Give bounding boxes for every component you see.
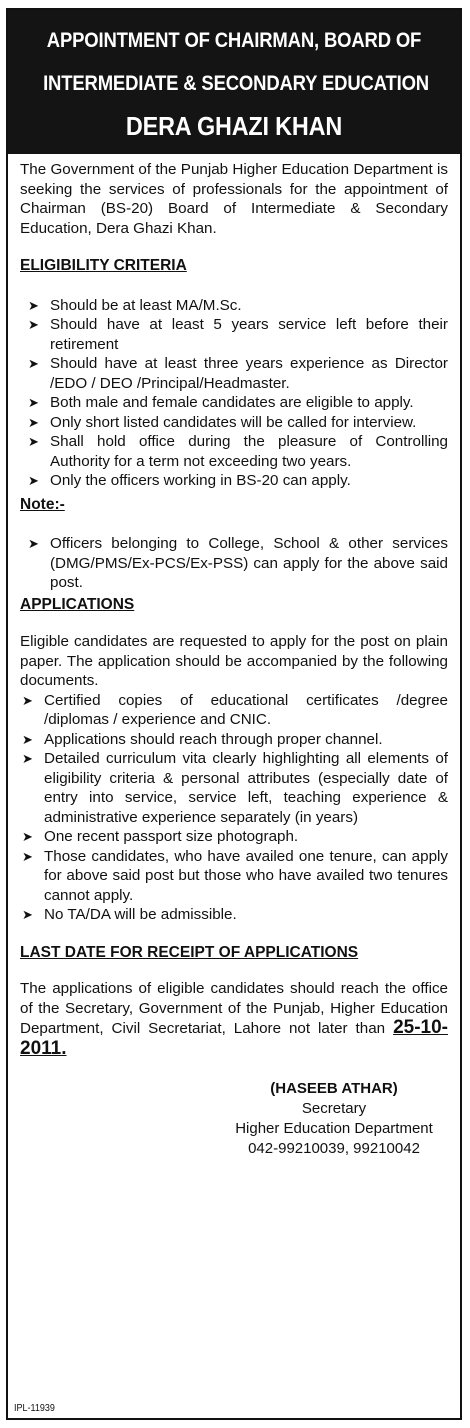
arrow-bullet-icon: ➤ [28,414,39,430]
list-item-text: Should be at least MA/M.Sc. [50,296,242,314]
list-item [20,354,448,393]
signatory-department: Higher Education Department [235,1120,433,1137]
list-item [20,827,448,847]
title-line-2: INTERMEDIATE & SECONDARY EDUCATION [43,71,429,95]
list-item-text: Those candidates, who have availed one tenure, can apply for above said post but those who have availed two tenures cannot apply. [44,847,448,904]
list-item-text: Only the officers working in BS-20 can apply. [50,472,351,489]
documents-list [20,691,448,925]
arrow-bullet-icon: ➤ [28,473,39,488]
contact-phone: 042-99210039, 99210042 [248,1140,420,1157]
advertisement-frame [6,8,462,1420]
list-item [20,749,448,827]
signatory-title: Secretary [301,1100,367,1117]
arrow-bullet-icon: ➤ [22,829,33,844]
arrow-bullet-icon: ➤ [22,731,33,747]
last-date-text: The applications of eligible candidates should reach the office of the Secretary, Government of the Punjab, Higher Education Department, Civil Secretariat, Lahore not later than [20,980,448,1037]
list-item-text: Both male and female candidates are eligible to apply. [50,394,414,411]
arrow-bullet-icon: ➤ [22,692,33,708]
list-item [20,413,448,433]
arrow-bullet-icon: ➤ [28,297,39,313]
arrow-bullet-icon: ➤ [28,317,39,332]
list-item [20,905,448,925]
list-item-text: Certified copies of educational certificates /degree /diplomas / experience and CNIC. [44,691,448,728]
list-item-text: No TA/DA will be admissible. [44,906,237,923]
intro-paragraph: The Government of the Punjab Higher Education Department is seeking the services of professionals for the appointment of Chairman (BS-20) Board of Intermediate & Secondary Education, Dera Ghazi Khan. [20,161,448,237]
list-item-text: Shall hold office during the pleasure of Controlling Authority for a term not exceeding two years. [50,433,448,470]
eligibility-heading: ELIGIBILITY CRITERIA [20,257,187,274]
eligibility-list [20,296,448,491]
list-item-text: Applications should reach through proper channel. [44,730,383,748]
arrow-bullet-icon: ➤ [28,536,39,551]
list-item [20,730,448,750]
applications-heading: APPLICATIONS [20,595,135,613]
header-banner [8,10,460,154]
signatory-name: (HASEEB ATHAR) [270,1080,398,1097]
list-item [20,432,448,471]
arrow-bullet-icon: ➤ [22,848,33,864]
arrow-bullet-icon: ➤ [28,356,39,371]
list-item [20,471,448,491]
reference-code: IPL-11939 [14,1403,55,1414]
note-heading: Note:- [20,495,65,513]
last-date-heading: LAST DATE FOR RECEIPT OF APPLICATIONS [20,943,359,961]
advertisement-body [8,154,460,1159]
list-item [20,393,448,413]
list-item-text: Should have at least 5 years service left before their retirement [50,316,448,353]
list-item [20,296,448,316]
deadline-date: 25-10-2011. [20,1017,448,1059]
list-item [20,534,448,593]
title-line-3: DERA GHAZI KHAN [125,111,343,141]
arrow-bullet-icon: ➤ [22,751,33,766]
note-list [20,534,448,593]
list-item-text: Detailed curriculum vita clearly highlighting all elements of eligibility criteria & personal attributes (especially date of entry into service, service left, teaching experience & administrative experience separately (in years) [44,750,448,826]
last-date-paragraph [20,979,448,1059]
applications-intro: Eligible candidates are requested to apply for the post on plain paper. The application should be accompanied by the following documents. [20,633,448,689]
title-line-1: APPOINTMENT OF CHAIRMAN, BOARD OF [46,28,422,52]
list-item [20,315,448,354]
list-item-text: Only short listed candidates will be called for interview. [50,413,417,431]
list-item-text: Should have at least three years experience as Director /EDO / DEO /Principal/Headmaster. [50,355,448,392]
list-item-text: Officers belonging to College, School & other services (DMG/PMS/Ex-PCS/Ex-PSS) can apply for the above said post. [50,535,448,591]
signature-block [220,1079,448,1159]
list-item-text: One recent passport size photograph. [44,828,299,845]
arrow-bullet-icon: ➤ [28,434,39,449]
arrow-bullet-icon: ➤ [22,907,33,922]
list-item [20,847,448,906]
list-item [20,691,448,730]
arrow-bullet-icon: ➤ [28,395,39,410]
